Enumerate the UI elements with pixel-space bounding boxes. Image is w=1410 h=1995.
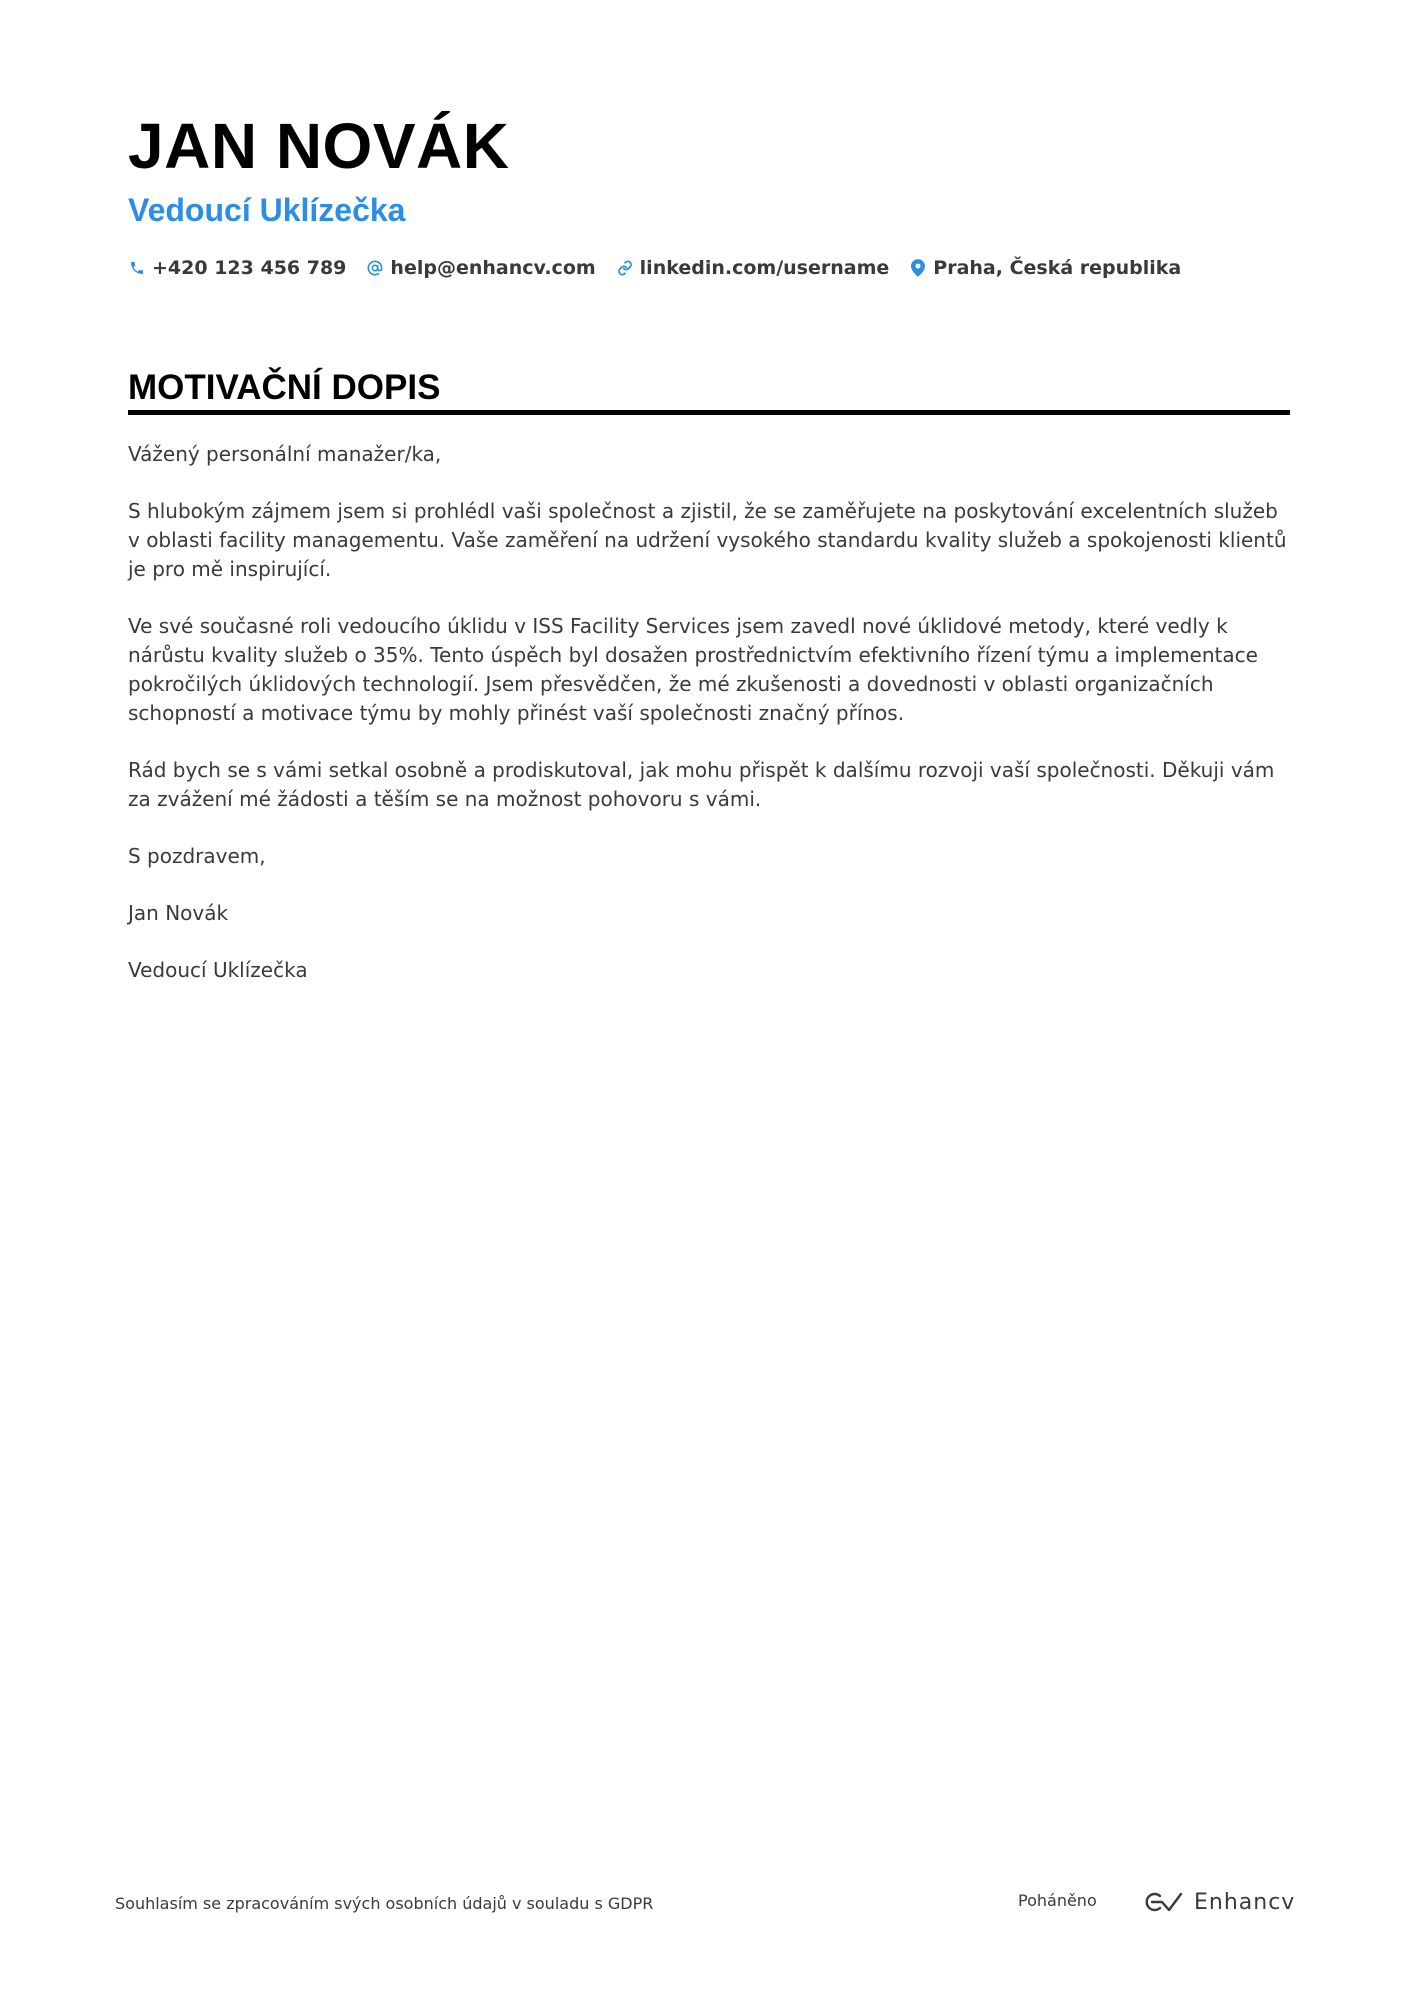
signature-role: Vedoucí Uklízečka [128, 958, 308, 982]
letter-paragraph: S hlubokým zájmem jsem si prohlédl vaši společnost a zjistil, že se zaměřujete na poskytování excelentních služeb v oblasti facility managementu. Vaše zaměření na udržení vysokého standardu kvality služeb a spokojenosti klientů je pro mě inspirující. [128, 499, 1287, 581]
applicant-name: JAN NOVÁK [128, 110, 510, 182]
contact-linkedin[interactable] [616, 257, 890, 279]
letter-body [128, 440, 1290, 1013]
contact-phone-text: +420 123 456 789 [152, 257, 347, 279]
signature-name: Jan Novák [128, 901, 229, 925]
contact-email[interactable] [366, 257, 595, 279]
link-icon [616, 257, 634, 279]
section-divider [128, 410, 1290, 415]
contact-location-text: Praha, Česká republika [933, 257, 1182, 279]
closing: S pozdravem, [128, 844, 266, 868]
enhancv-logo-icon [1140, 1889, 1184, 1915]
gdpr-consent: Souhlasím se zpracováním svých osobních údajů v souladu s GDPR [115, 1894, 654, 1913]
salutation: Vážený personální manažer/ka, [128, 442, 442, 466]
contact-linkedin-text: linkedin.com/username [639, 257, 890, 279]
section-title: MOTIVAČNÍ DOPIS [128, 368, 441, 407]
contact-phone[interactable] [128, 257, 346, 279]
letter-paragraph: Ve své současné roli vedoucího úklidu v ISS Facility Services jsem zavedl nové úklidové metody, které vedly k nárůstu kvality služeb o 35%. Tento úspěch byl dosažen prostřednictvím efektivního řízení týmu a implementace pokročilých úklidových technologií. Jsem přesvědčen, že mé zkušenosti a dovednosti v oblasti organizačních schopností a motivace týmu by mohly přinést vaší společnosti značný přínos. [128, 614, 1258, 725]
applicant-role: Vedoucí Uklízečka [128, 192, 406, 228]
at-icon [366, 257, 384, 279]
letter-paragraph: Rád bych se s vámi setkal osobně a prodiskutoval, jak mohu přispět k dalšímu rozvoji vaší společnosti. Děkuji vám za zvážení mé žádosti a těším se na možnost pohovoru s vámi. [128, 758, 1275, 811]
phone-icon [128, 257, 146, 279]
location-pin-icon [909, 257, 927, 279]
contact-bar [128, 252, 1201, 284]
powered-by-label: Poháněno [1018, 1891, 1097, 1910]
enhancv-brand-link[interactable] [1140, 1882, 1295, 1922]
contact-location [909, 257, 1181, 279]
contact-email-text: help@enhancv.com [390, 257, 596, 279]
enhancv-brand-text: Enhancv [1194, 1889, 1296, 1915]
